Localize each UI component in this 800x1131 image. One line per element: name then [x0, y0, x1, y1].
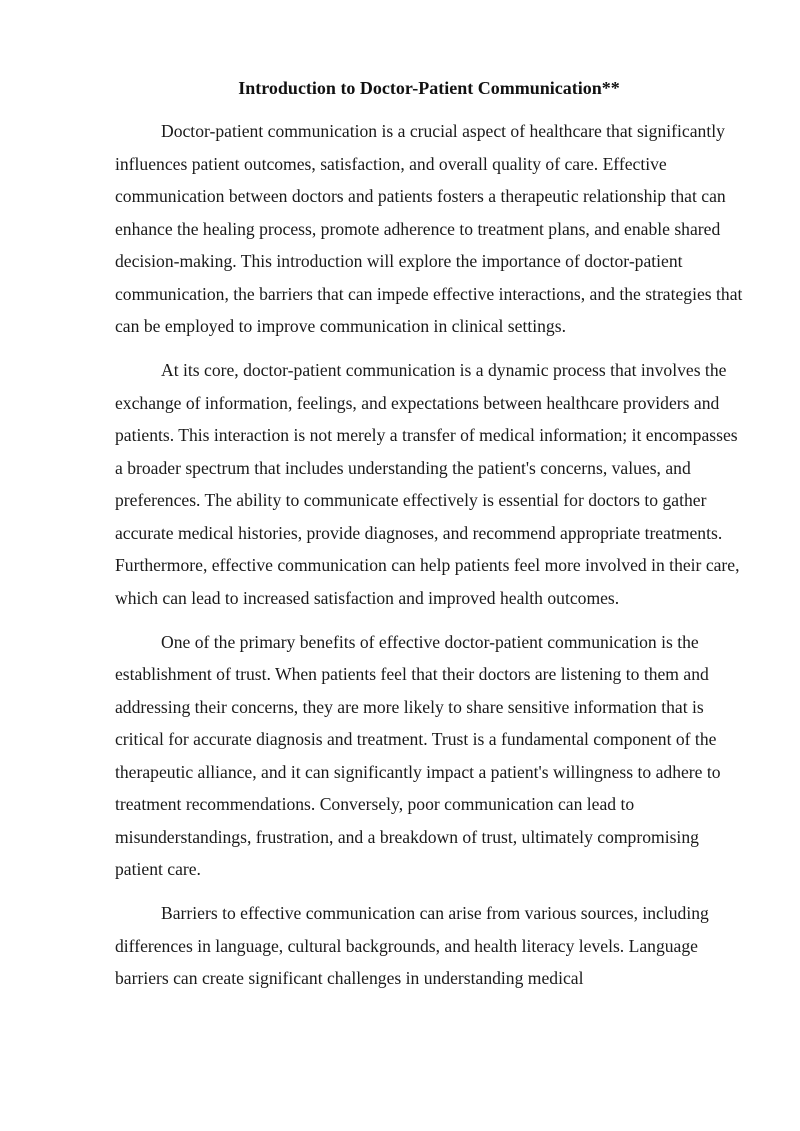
paragraph-4: Barriers to effective communication can arise from various sources, including differences in language, cultural backgrounds, and health literacy levels. Language barriers can create significant challenges in understanding medical — [115, 903, 709, 988]
document-title: Introduction to Doctor-Patient Communication** — [238, 78, 620, 98]
paragraph-2: At its core, doctor-patient communication is a dynamic process that involves the exchange of information, feelings, and expectations between healthcare providers and patients. This interaction is not merely a transfer of medical information; it encompasses a broader spectrum that includes understanding the patient's concerns, values, and preferences. The ability to communicate effectively is essential for doctors to gather accurate medical histories, provide diagnoses, and recommend appropriate treatments. Furthermore, effective communication can help patients feel more involved in their care, which can lead to increased satisfaction and improved health outcomes. — [115, 360, 740, 608]
document-body — [115, 115, 743, 1006]
paragraph-1: Doctor-patient communication is a crucial aspect of healthcare that significantly influences patient outcomes, satisfaction, and overall quality of care. Effective communication between doctors and patients fosters a therapeutic relationship that can enhance the healing process, promote adherence to treatment plans, and enable shared decision-making. This introduction will explore the importance of doctor-patient communication, the barriers that can impede effective interactions, and the strategies that can be employed to improve communication in clinical settings. — [115, 121, 743, 336]
paragraph-3: One of the primary benefits of effective doctor-patient communication is the establishment of trust. When patients feel that their doctors are listening to them and addressing their concerns, they are more likely to share sensitive information that is critical for accurate diagnosis and treatment. Trust is a fundamental component of the therapeutic alliance, and it can significantly impact a patient's willingness to adhere to treatment recommendations. Conversely, poor communication can lead to misunderstandings, frustration, and a breakdown of trust, ultimately compromising patient care. — [115, 631, 721, 879]
